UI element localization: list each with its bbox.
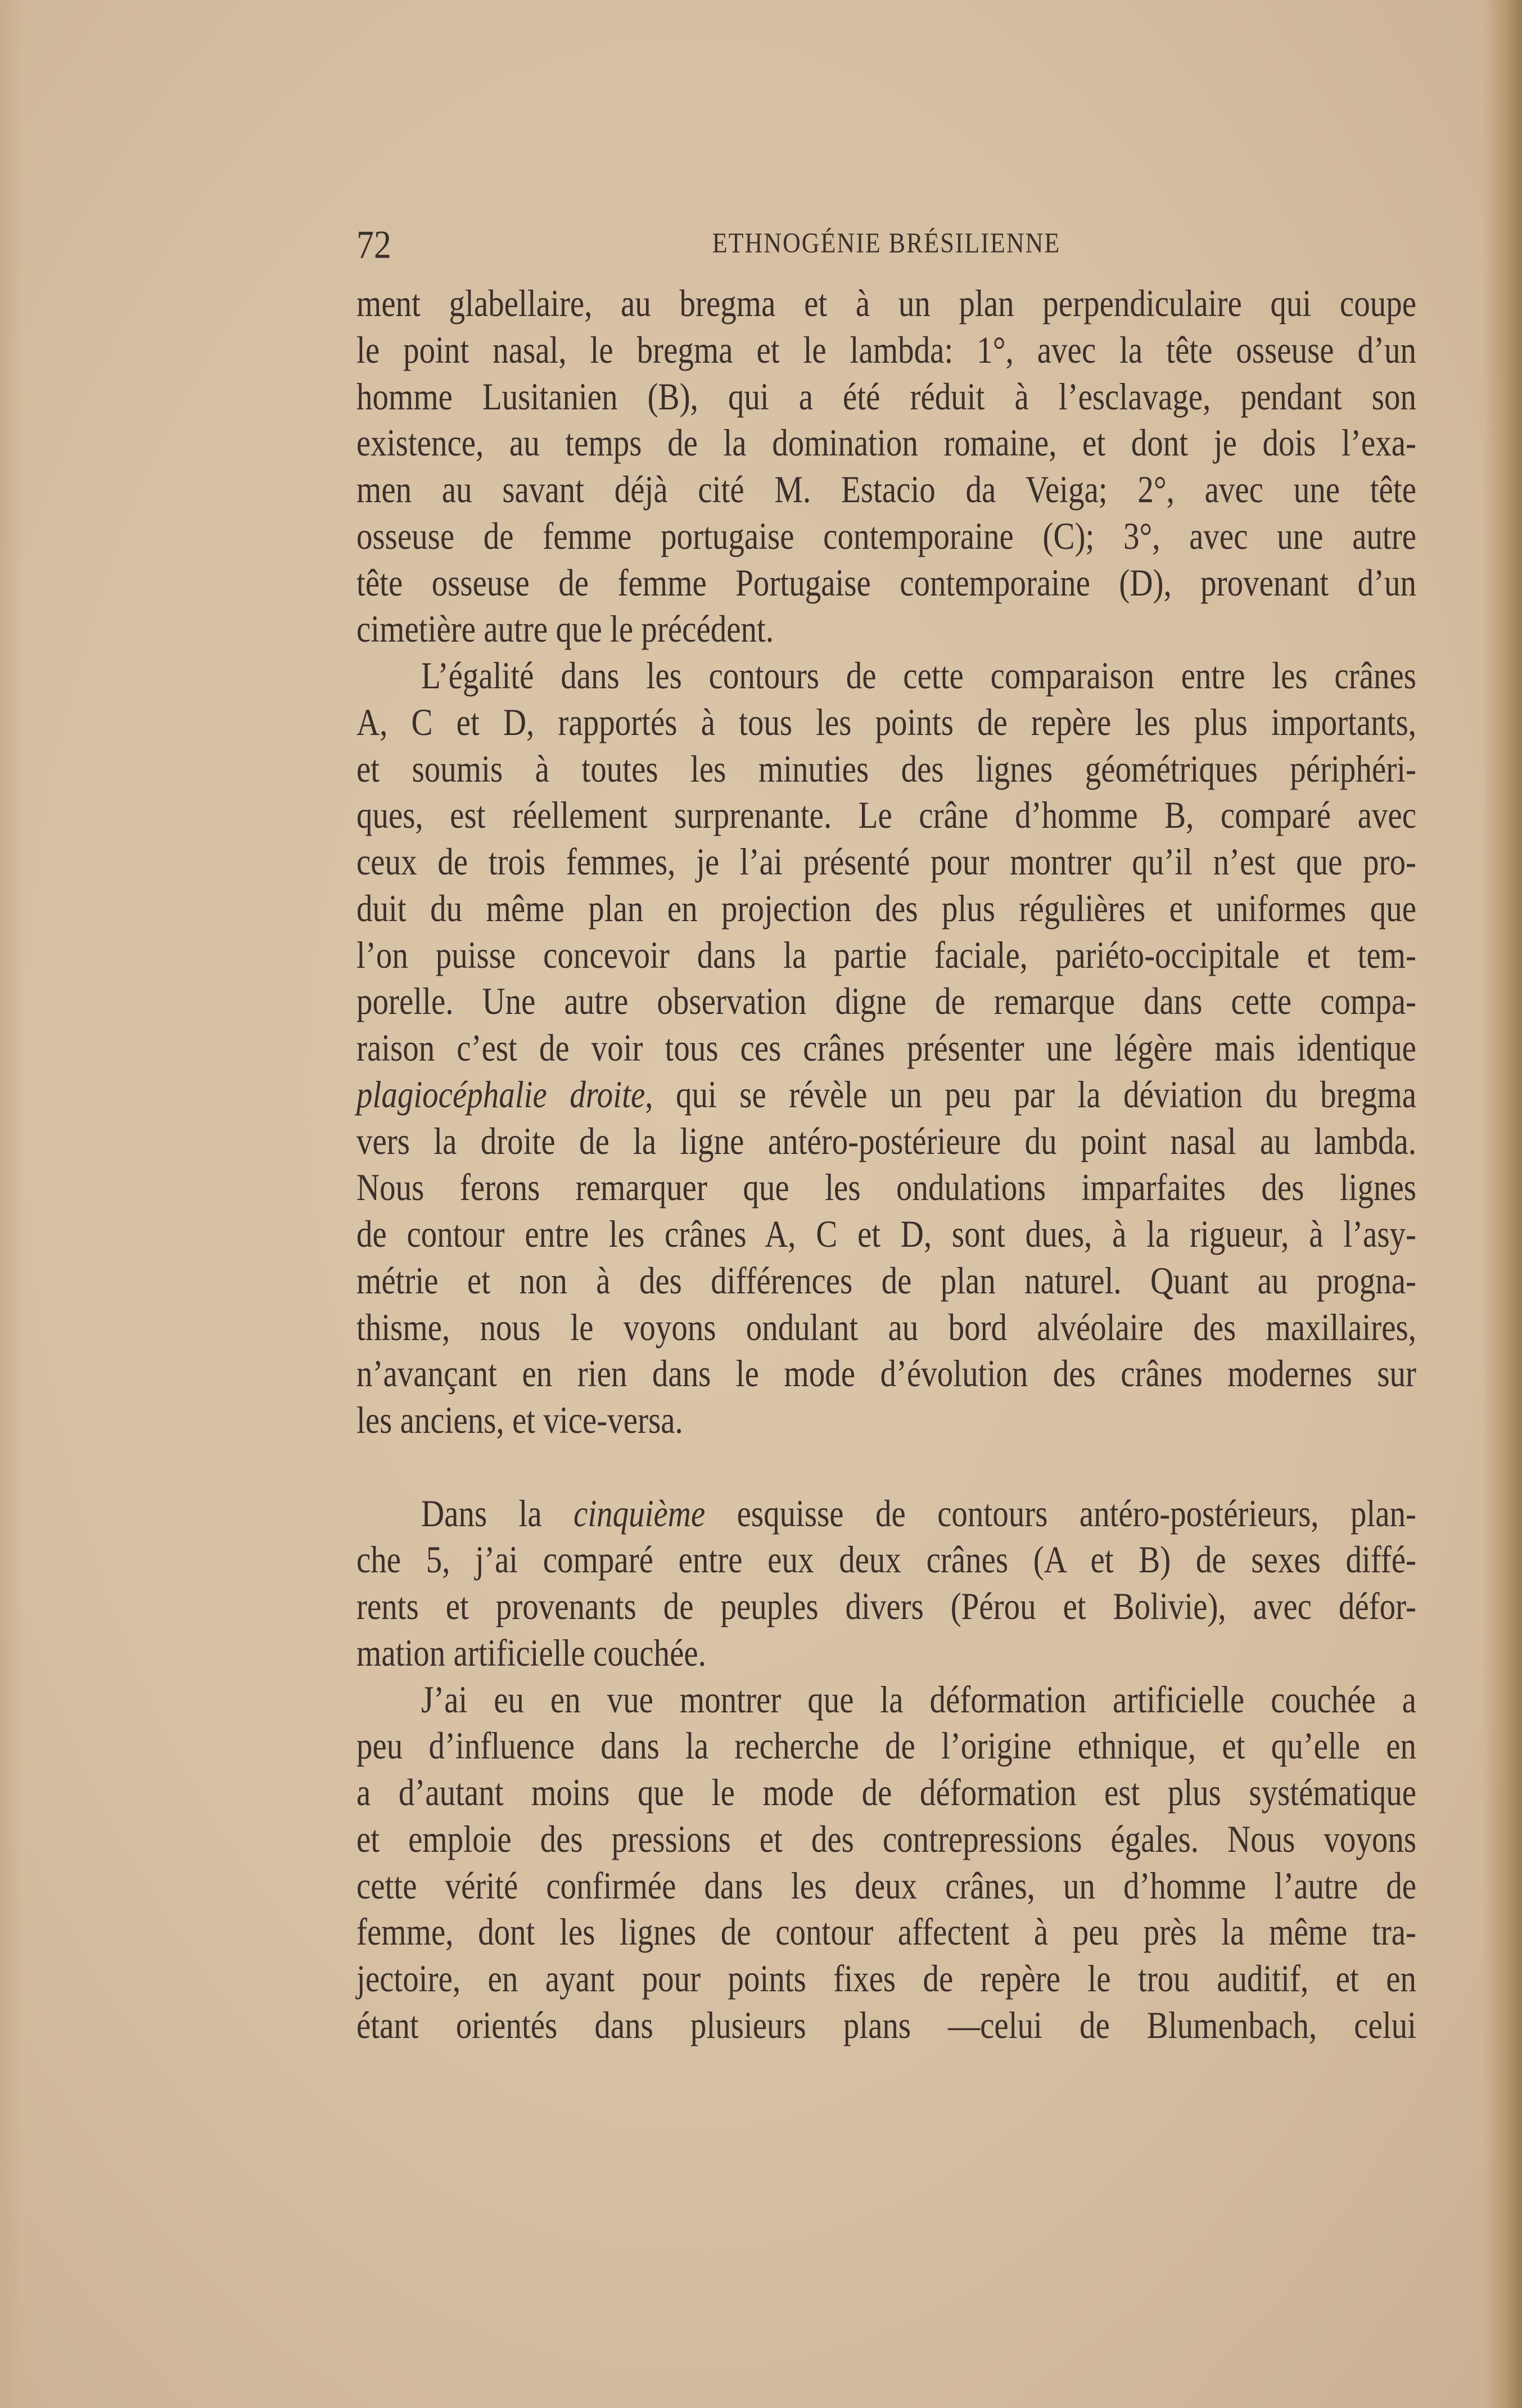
text-line: Nous ferons remarquer que les ondulations imparfaites des lignes (356, 1167, 1416, 1209)
text-line: étant orientés dans plusieurs plans —celui de Blumenbach, celui (356, 2004, 1416, 2047)
text-segment: esquisse de contours antéro-postérieurs, plan- (705, 1492, 1417, 1535)
text-segment: , qui se révèle un peu par la déviation du bregma (645, 1074, 1416, 1116)
italic-term: plagiocéphalie droite (356, 1074, 645, 1116)
text-line: ment glabellaire, au bregma et à un plan perpendiculaire qui coupe (356, 283, 1416, 325)
text-segment: Dans la (421, 1492, 574, 1535)
text-line: duit du même plan en projection des plus régulières et uniformes que (356, 887, 1416, 930)
text-line: vers la droite de la ligne antéro-postérieure du point nasal au lambda. (356, 1120, 1416, 1163)
text-line: mation artificielle couchée. (356, 1632, 706, 1675)
italic-term: cinquième (573, 1492, 706, 1535)
page-header (356, 222, 1416, 267)
text-line: J’ai eu en vue montrer que la déformation artificielle couchée a (421, 1679, 1416, 1721)
text-line: raison c’est de voir tous ces crânes présenter une légère mais identique (356, 1027, 1416, 1070)
text-line: peu d’influence dans la recherche de l’origine ethnique, et qu’elle en (356, 1725, 1416, 1767)
text-line: les anciens, et vice-versa. (356, 1400, 683, 1442)
text-line: de contour entre les crânes A, C et D, sont dues, à la rigueur, à l’asy- (356, 1214, 1416, 1256)
running-title: ETHNOGÉNIE BRÉSILIENNE (712, 227, 1061, 259)
text-line: le point nasal, le bregma et le lambda: 1°, avec la tête osseuse d’un (356, 329, 1416, 372)
text-line: rents et provenants de peuples divers (Pérou et Bolivie), avec défor- (356, 1586, 1416, 1628)
text-line: L’égalité dans les contours de cette comparaison entre les crânes (421, 655, 1416, 697)
text-line: cette vérité confirmée dans les deux crânes, un d’homme l’autre de (356, 1865, 1416, 1908)
page-left-edge (0, 0, 22, 2408)
text-line: thisme, nous le voyons ondulant au bord alvéolaire des maxillaires, (356, 1306, 1416, 1349)
text-line: existence, au temps de la domination romaine, et dont je dois l’exa- (356, 422, 1416, 465)
text-line: homme Lusitanien (B), qui a été réduit à l’esclavage, pendant son (356, 376, 1416, 418)
page-body-text (356, 281, 1416, 2050)
book-binding-edge (1483, 0, 1522, 2408)
text-line: cimetière autre que le précédent. (356, 608, 774, 651)
text-line: n’avançant en rien dans le mode d’évolution des crânes modernes sur (356, 1353, 1416, 1395)
text-line: jectoire, en ayant pour points fixes de repère le trou auditif, et en (356, 1958, 1416, 2000)
text-line: métrie et non à des différences de plan naturel. Quant au progna- (356, 1260, 1416, 1302)
text-line: femme, dont les lignes de contour affectent à peu près la même tra- (356, 1911, 1416, 1954)
text-line: ques, est réellement surprenante. Le crâne d’homme B, comparé avec (356, 795, 1416, 837)
text-line: men au savant déjà cité M. Estacio da Veiga; 2°, avec une tête (356, 469, 1416, 511)
text-line: che 5, j’ai comparé entre eux deux crânes (A et B) de sexes diffé- (356, 1539, 1416, 1581)
text-line: porelle. Une autre observation digne de remarque dans cette compa- (356, 981, 1416, 1023)
text-line: et emploie des pressions et des contrepressions égales. Nous voyons (356, 1818, 1416, 1861)
text-line: ceux de trois femmes, je l’ai présenté pour montrer qu’il n’est que pro- (356, 841, 1416, 883)
text-line: a d’autant moins que le mode de déformation est plus systématique (356, 1772, 1416, 1814)
text-line: A, C et D, rapportés à tous les points de repère les plus importants, (356, 701, 1416, 744)
text-line: et soumis à toutes les minuties des lignes géométriques périphéri- (356, 748, 1416, 791)
text-line: osseuse de femme portugaise contemporaine (C); 3°, avec une autre (356, 515, 1416, 558)
text-line: tête osseuse de femme Portugaise contemporaine (D), provenant d’un (356, 562, 1416, 605)
text-line: l’on puisse concevoir dans la partie faciale, pariéto-occipitale et tem- (356, 934, 1416, 977)
page-number: 72 (356, 223, 391, 267)
